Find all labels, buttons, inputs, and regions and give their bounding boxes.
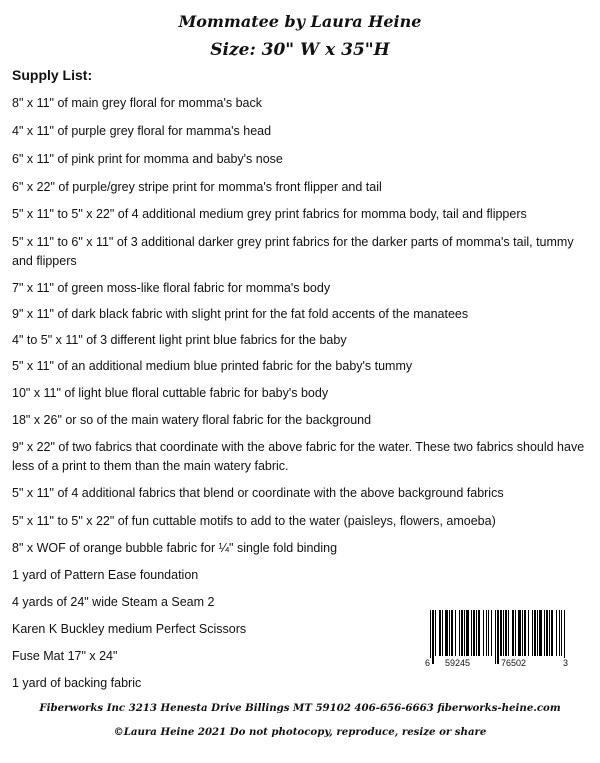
barcode-bar <box>534 610 536 656</box>
list-item: 1 yard of backing fabric <box>12 676 142 690</box>
barcode-bar <box>476 610 477 656</box>
list-item: 9" x 22" of two fabrics that coordinate with the above fabric for the water. These two fabrics should have less of a print to them than the main watery fabric. <box>12 440 585 473</box>
list-item: 5" x 11" to 6" x 11" of 3 additional darker grey print fabrics for the darker parts of momma's tail, tummy and flippers <box>12 235 574 268</box>
list-item: 5" x 11" of an additional medium blue printed fabric for the baby's tummy <box>12 359 413 373</box>
list-item: 6" x 22" of purple/grey stripe print for momma's front flipper and tail <box>12 180 382 194</box>
barcode-bar <box>445 610 448 656</box>
barcode-bar <box>442 610 443 656</box>
barcode-bar <box>544 610 545 656</box>
barcode-bar <box>455 610 456 656</box>
barcode-bar <box>546 610 548 656</box>
barcode-bar <box>515 610 516 656</box>
barcode-bar <box>539 610 542 656</box>
barcode-bar <box>488 610 489 656</box>
barcode-bar <box>459 610 460 656</box>
barcode-bar <box>518 610 521 656</box>
barcode-bar <box>486 610 487 656</box>
publisher-address: Fiberworks Inc 3213 Henesta Drive Billings MT 59102 406-656-6663 fiberworks-heine.com <box>39 702 561 714</box>
barcode-bar <box>508 610 509 656</box>
list-item: 4" x 11" of purple grey floral for mamma's head <box>12 124 272 138</box>
barcode-bar <box>432 610 434 664</box>
barcode-bar <box>559 610 560 656</box>
barcode-bar <box>512 610 514 656</box>
barcode-digits-group-2: 76502 <box>501 658 527 668</box>
list-item: 8" x 11" of main grey floral for momma's back <box>12 96 263 110</box>
list-item: 5" x 11" of 4 additional fabrics that blend or coordinate with the above background fabrics <box>12 486 504 500</box>
barcode-bar <box>471 610 472 656</box>
barcode-bar <box>537 610 538 656</box>
barcode-bar <box>495 610 496 664</box>
barcode-digit-right: 3 <box>563 658 569 668</box>
pattern-size: Size: 30" W x 35"H <box>210 40 390 60</box>
barcode-bar <box>478 610 480 656</box>
barcode-bar <box>461 610 463 656</box>
barcode-digit-left: 6 <box>425 658 431 668</box>
list-item: 8" x WOF of orange bubble fabric for ¼" single fold binding <box>12 541 338 555</box>
supply-list-heading: Supply List: <box>12 67 93 83</box>
barcode-bar <box>522 610 523 656</box>
barcode-bar <box>451 610 453 656</box>
barcode-bar <box>449 610 450 656</box>
list-item: 18" x 26" or so of the main watery floral fabric for the background <box>12 413 372 427</box>
barcode-bar <box>473 610 475 656</box>
pattern-title: Mommatee by Laura Heine <box>178 12 422 31</box>
barcode-bar <box>464 610 465 656</box>
barcode-bar <box>528 610 529 656</box>
list-item: 9" x 11" of dark black fabric with slight print for the fat fold accents of the manatees <box>12 307 469 321</box>
barcode-bar <box>561 610 562 656</box>
barcode-bar <box>439 610 441 656</box>
list-item: 6" x 11" of pink print for momma and baby's nose <box>12 152 283 166</box>
upc-barcode <box>424 610 574 668</box>
list-item: 4" to 5" x 11" of 3 different light print blue fabrics for the baby <box>12 333 347 347</box>
list-item: Karen K Buckley medium Perfect Scissors <box>12 622 247 636</box>
barcode-digits-group-1: 59245 <box>445 658 471 668</box>
barcode-bar <box>556 610 557 656</box>
barcode-bar <box>564 610 565 664</box>
barcode-bar <box>524 610 526 656</box>
copyright-notice: ©Laura Heine 2021 Do not photocopy, reproduce, resize or share <box>113 726 487 738</box>
barcode-bar <box>503 610 504 656</box>
list-item: Fuse Mat 17" x 24" <box>12 649 118 663</box>
barcode-bar <box>466 610 469 656</box>
barcode-bar <box>505 610 507 656</box>
barcode-bar <box>491 610 492 656</box>
list-item: 7" x 11" of green moss-like floral fabric for momma's body <box>12 281 331 295</box>
barcode-bar <box>435 610 436 656</box>
barcode-bar <box>549 610 550 656</box>
list-item: 4 yards of 24" wide Steam a Seam 2 <box>12 595 215 609</box>
list-item: 5" x 11" to 5" x 22" of 4 additional medium grey print fabrics for momma body, tail and flippers <box>12 207 527 221</box>
barcode-bar <box>500 610 502 656</box>
barcode-bar <box>551 610 553 656</box>
barcode-bar <box>532 610 533 656</box>
barcode-bar <box>483 610 484 656</box>
list-item: 5" x 11" to 5" x 22" of fun cuttable motifs to add to the water (paisleys, flowers, amoeba) <box>12 514 496 528</box>
barcode-bar <box>430 610 431 664</box>
list-item: 10" x 11" of light blue floral cuttable fabric for baby's body <box>12 386 329 400</box>
barcode-bar <box>497 610 499 664</box>
list-item: 1 yard of Pattern Ease foundation <box>12 568 199 582</box>
